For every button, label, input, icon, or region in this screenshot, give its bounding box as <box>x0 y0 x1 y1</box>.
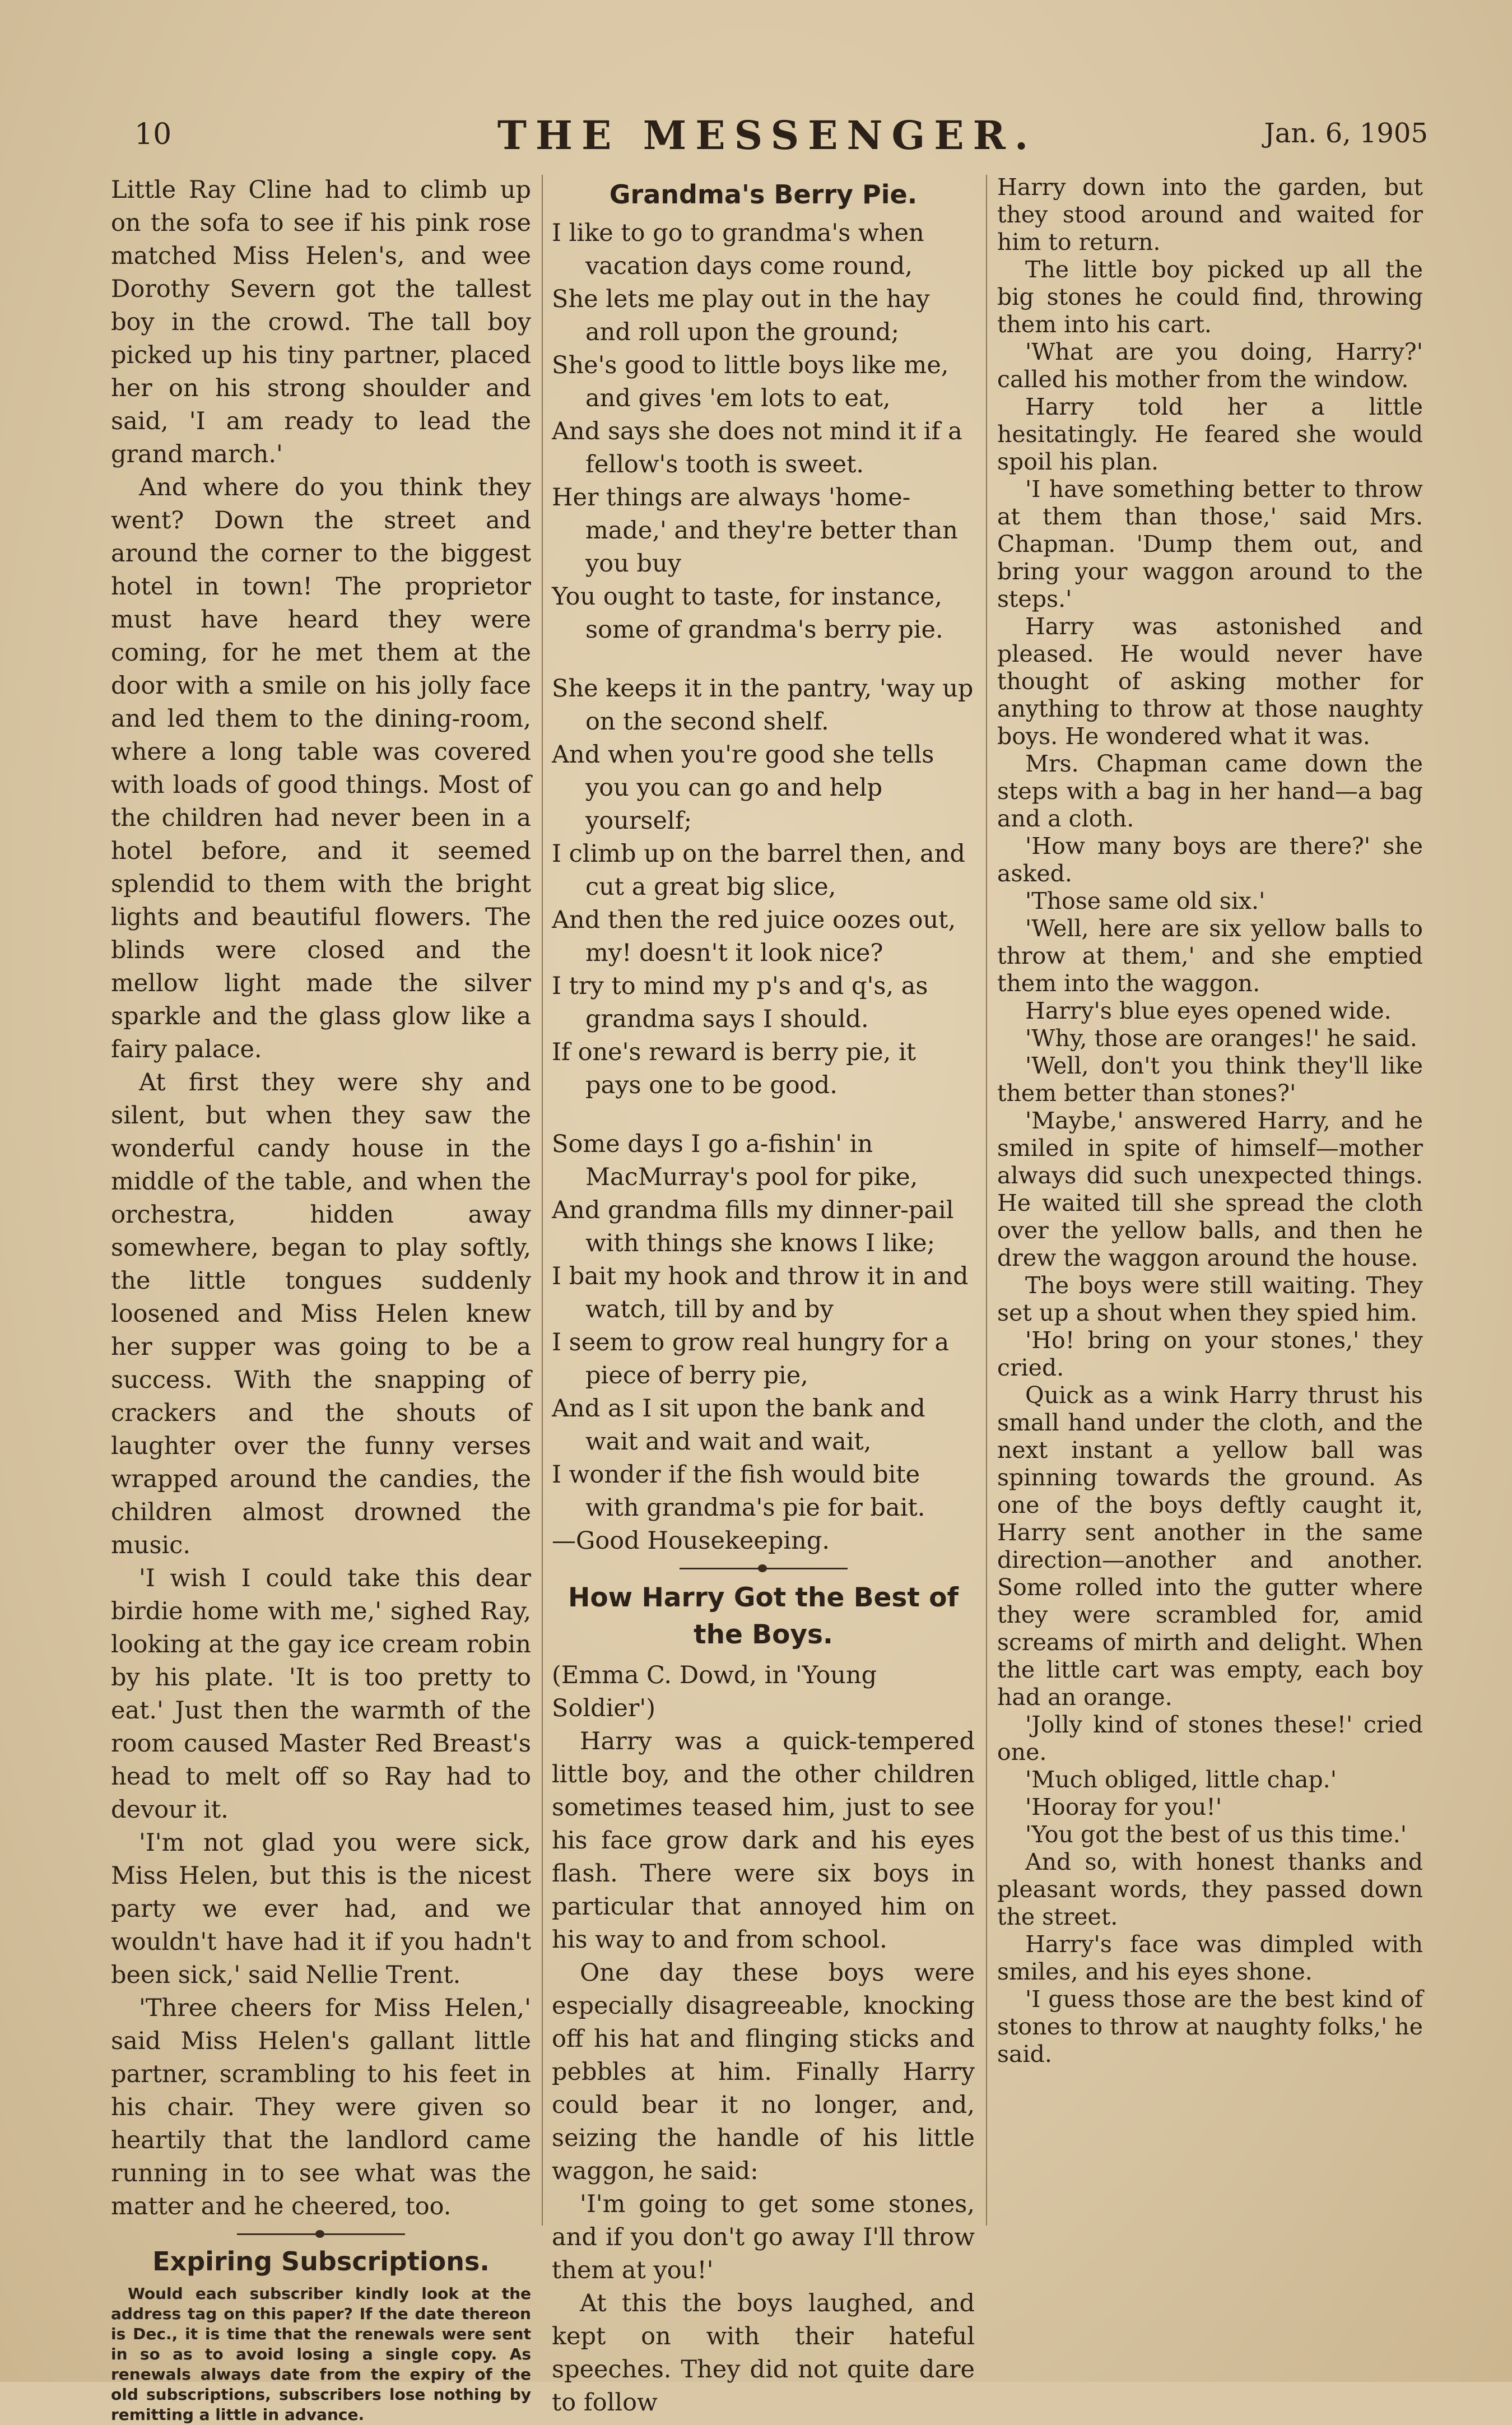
paragraph: Little Ray Cline had to climb up on the sofa to see if his pink rose matched Miss Helen's, and wee Dorothy Severn got the tallest boy in the crowd. The tall boy picked up his tiny partner, placed her on his strong shoulder and said, 'I am ready to lead the grand march.' <box>111 176 531 468</box>
paragraph: Harry was a quick-tempered little boy, and the other children sometimes teased him, just to see his face grow dark and his eyes flash. There were six boys in particular that annoyed him on his way to and from school. <box>552 1727 975 1954</box>
paragraph: 'I wish I could take this dear birdie home with me,' sighed Ray, looking at the gay ice cream robin by his plate. 'It is too pretty to eat.' Just then the warmth of the room caused Master Red Breast's head to melt off so Ray had to devour it. <box>111 1564 531 1824</box>
paragraph: 'What are you doing, Harry?' called his mother from the window. <box>997 338 1423 393</box>
poem-line: I bait my hook and throw it in and watch, till by and by <box>552 1262 969 1323</box>
poem-line: She lets me play out in the hay and roll upon the ground; <box>552 285 930 346</box>
paragraph: And so, with honest thanks and pleasant words, they passed down the street. <box>997 1848 1423 1930</box>
paragraph: Harry told her a little hesitatingly. He feared she would spoil his plan. <box>997 393 1423 475</box>
paragraph: The boys were still waiting. They set up a shout when they spied him. <box>997 1272 1423 1326</box>
paragraph: 'Hooray for you!' <box>1025 1794 1222 1820</box>
paragraph: 'Three cheers for Miss Helen,' said Miss Helen's gallant little partner, scrambling to his feet in his chair. They were given so heartily that the landlord came running in to see what was the matter and he cheered, too. <box>111 1994 531 2220</box>
paragraph: 'How many boys are there?' she asked. <box>997 833 1423 887</box>
story-title: How Harry Got the Best of the Boys. <box>568 1582 959 1650</box>
section-divider <box>680 1568 848 1569</box>
poem-credit: —Good Housekeeping. <box>552 1527 830 1555</box>
paragraph: 'I have something better to throw at them than those,' said Mrs. Chapman. 'Dump them out, and bring your waggon around to the steps.' <box>997 476 1423 612</box>
page-number: 10 <box>134 118 172 151</box>
notice-text: Would each subscriber kindly look at the address tag on this paper? If the date thereon is Dec., it is time that the renewals were sent in so as to avoid losing a single copy. As renewals always date from the expiry of the old subscriptions, subscribers lose nothing by remitting a little in advance. <box>111 2284 531 2424</box>
poem-line: I climb up on the barrel then, and cut a great big slice, <box>552 840 965 901</box>
paragraph: The little boy picked up all the big stones he could find, throwing them into his cart. <box>997 256 1423 338</box>
paragraph: Harry's blue eyes opened wide. <box>1025 997 1392 1024</box>
paragraph: Mrs. Chapman came down the steps with a bag in her hand—a bag and a cloth. <box>997 750 1423 832</box>
poem-line: You ought to taste, for instance, some of grandma's berry pie. <box>552 583 943 644</box>
poem-line: And grandma fills my dinner-pail with things she knows I like; <box>552 1196 954 1257</box>
poem-line: And when you're good she tells you you can go and help yourself; <box>552 741 934 835</box>
paragraph: 'Maybe,' answered Harry, and he smiled in spite of himself—mother always did such unexpected things. He waited till she spread the cloth over the yellow balls, and then he drew the waggon around the house. <box>997 1107 1423 1271</box>
poem-stanza <box>552 1128 975 1525</box>
paragraph: Harry's face was dimpled with smiles, and his eyes shone. <box>997 1931 1423 1985</box>
poem-line: I like to go to grandma's when vacation days come round, <box>552 219 924 280</box>
poem-line: Her things are always 'home-made,' and they're better than you buy <box>552 484 958 578</box>
poem-stanza <box>552 217 975 647</box>
masthead <box>106 112 1428 157</box>
poem-line: And says she does not mind it if a fellow's tooth is sweet. <box>552 417 962 479</box>
poem-line: She's good to little boys like me, and gives 'em lots to eat, <box>552 351 949 412</box>
poem-title: Grandma's Berry Pie. <box>609 179 918 210</box>
paragraph: 'Much obliged, little chap.' <box>1025 1766 1337 1793</box>
paragraph: 'Why, those are oranges!' he said. <box>1025 1025 1417 1052</box>
story-byline: (Emma C. Dowd, in 'Young Soldier') <box>552 1661 877 1722</box>
paragraph: 'Well, don't you think they'll like them better than stones?' <box>997 1052 1423 1107</box>
column-1 <box>111 174 531 2425</box>
paragraph: 'You got the best of us this time.' <box>1025 1821 1407 1848</box>
poem-line: And then the red juice oozes out, my! doesn't it look nice? <box>552 906 956 967</box>
paragraph: Quick as a wink Harry thrust his small hand under the cloth, and the next instant a yellow ball was spinning towards the ground. As one of the boys deftly caught it, Harry sent another in the same direction—another and another. Some rolled into the gutter where they were scrambled for, amid screams of mirth and delight. When the little cart was empty, each boy had an orange. <box>997 1382 1423 1711</box>
paragraph: 'Those same old six.' <box>1025 888 1266 914</box>
poem-stanza <box>552 672 975 1102</box>
newspaper-title: THE MESSENGER. <box>497 112 1038 159</box>
column-rule <box>542 175 543 2226</box>
poem-line: I try to mind my p's and q's, as grandma says I should. <box>552 972 928 1033</box>
paragraph: 'I guess those are the best kind of stones to throw at naughty folks,' he said. <box>997 1986 1423 2068</box>
column-rule <box>986 175 987 2226</box>
section-divider <box>237 2233 405 2235</box>
poem-line: I wonder if the fish would bite with grandma's pie for bait. <box>552 1461 925 1522</box>
paragraph: One day these boys were especially disagreeable, knocking off his hat and flinging sticks and pebbles at him. Finally Harry could bear it no longer, and, seizing the handle of his little waggon, he said: <box>552 1959 975 2185</box>
paragraph: 'Ho! bring on your stones,' they cried. <box>997 1327 1423 1381</box>
paragraph: 'I'm going to get some stones, and if you don't go away I'll throw them at you!' <box>552 2190 975 2284</box>
column-2 <box>552 174 975 2419</box>
poem-line: If one's reward is berry pie, it pays one to be good. <box>552 1038 916 1099</box>
poem-line: Some days I go a-fishin' in MacMurray's pool for pike, <box>552 1130 918 1191</box>
column-3 <box>997 174 1423 2068</box>
paragraph: 'Well, here are six yellow balls to throw at them,' and she emptied them into the waggon. <box>997 915 1423 997</box>
notice-heading: Expiring Subscriptions. <box>152 2246 490 2277</box>
issue-date: Jan. 6, 1905 <box>1264 118 1428 149</box>
paragraph: And where do you think they went? Down the street and around the corner to the biggest hotel in town! The proprietor must have heard they were coming, for he met them at the door with a smile on his jolly face and led them to the dining-room, where a long table was covered with loads of good things. Most of the children had never been in a hotel before, and it seemed splendid to them with the bright lights and beautiful flowers. The blinds were closed and the mellow light made the silver sparkle and the glass glow like a fairy palace. <box>111 473 531 1063</box>
paragraph: At this the boys laughed, and kept on with their hateful speeches. They did not quite dare to follow <box>552 2289 975 2417</box>
paragraph: At first they were shy and silent, but when they saw the wonderful candy house in the middle of the table, and when the orchestra, hidden away somewhere, began to play softly, the little tongues suddenly loosened and Miss Helen knew her supper was going to be a success. With the snapping of crackers and the shouts of laughter over the funny verses wrapped around the candies, the children almost drowned the music. <box>111 1069 531 1559</box>
poem-line: I seem to grow real hungry for a piece of berry pie, <box>552 1328 950 1390</box>
paragraph: Harry was astonished and pleased. He would never have thought of asking mother for anything to throw at those naughty boys. He wondered what it was. <box>997 613 1423 750</box>
paragraph: 'I'm not glad you were sick, Miss Helen, but this is the nicest party we ever had, and we wouldn't have had it if you hadn't been sick,' said Nellie Trent. <box>111 1829 531 1989</box>
poem-line: And as I sit upon the bank and wait and wait and wait, <box>552 1395 925 1456</box>
paragraph: Harry down into the garden, but they stood around and waited for him to return. <box>997 174 1423 255</box>
paragraph: 'Jolly kind of stones these!' cried one. <box>997 1711 1423 1766</box>
poem-line: She keeps it in the pantry, 'way up on the second shelf. <box>552 675 974 736</box>
